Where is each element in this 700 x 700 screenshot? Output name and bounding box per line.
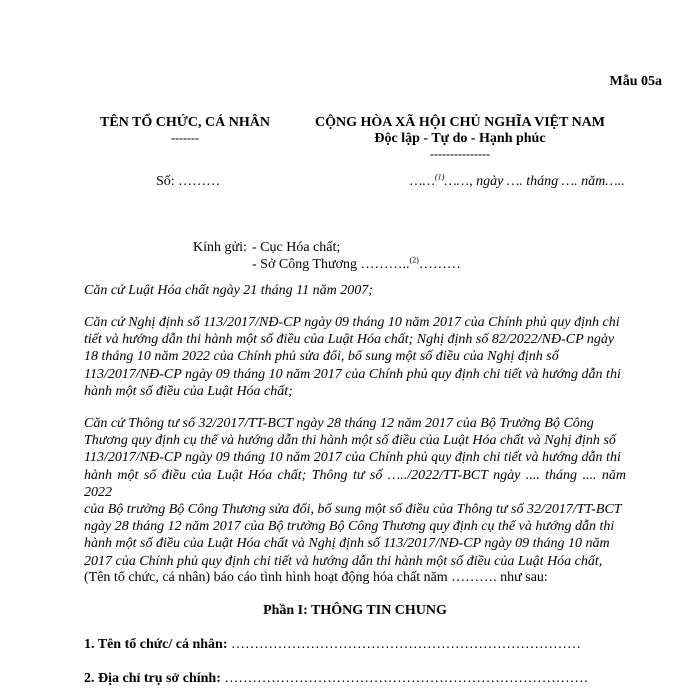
basis-circular-line: 113/2017/NĐ-CP ngày 09 tháng 10 năm 2017 của Chính phủ quy định chi tiết và hướng dẫn thi <box>84 450 621 466</box>
place-date <box>410 174 625 190</box>
basis-circular <box>84 415 626 570</box>
basis-decree-line: 113/2017/NĐ-CP ngày 09 tháng 10 năm 2017 của Chính phủ quy định chi tiết và hướng dẫn thi <box>84 366 621 382</box>
place-date-post: ……, ngày …. tháng …. năm….. <box>444 174 625 189</box>
basis-circular-line: Thương quy định cụ thể và hướng dẫn thi hành một số điều của Luật Hóa chất và Nghị định số <box>84 433 616 449</box>
field-org-name[interactable] <box>84 637 581 653</box>
recipient-2 <box>252 257 461 273</box>
field-org-name-label: 1. Tên tổ chức/ cá nhân: <box>84 637 228 652</box>
basis-circular-line: hành một số điều của Luật Hóa chất; Thông tư số …../2022/TT-BCT ngày .... tháng .... năm 2022 <box>84 467 626 500</box>
field-address-dots: …………………………………………………………………… <box>224 671 589 686</box>
org-dash: ------- <box>171 131 199 145</box>
place-date-note: (1) <box>434 172 445 182</box>
basis-circular-line: 2017 của Chính phủ quy định chi tiết và hướng dẫn thi hành một số điều của Luật Hóa chất, <box>84 553 603 569</box>
org-header <box>80 115 290 145</box>
nation-header <box>300 115 620 161</box>
field-address-label: 2. Địa chỉ trụ sở chính: <box>84 671 221 686</box>
report-intro: (Tên tổ chức, cá nhân) báo cáo tình hình hoạt động hóa chất năm ………. như sau: <box>84 570 548 585</box>
recipient-2-note: (2) <box>409 255 419 265</box>
recipient-1: - Cục Hóa chất; <box>252 240 341 255</box>
place-date-pre: …… <box>410 174 435 189</box>
basis-decree-line: hành một số điều của Luật Hóa chất; <box>84 383 293 399</box>
recipients-label: Kính gửi: <box>193 240 247 255</box>
recipient-2-post: ……… <box>418 257 461 272</box>
field-address[interactable] <box>84 671 588 687</box>
recipient-2-pre: - Sở Công Thương ……….. <box>252 257 410 272</box>
nation-dash: --------------- <box>430 147 490 161</box>
nation-title: CỘNG HÒA XÃ HỘI CHỦ NGHĨA VIỆT NAM <box>314 115 605 130</box>
section-title: Phần I: THÔNG TIN CHUNG <box>263 603 447 618</box>
basis-circular-line: ngày 28 tháng 12 năm 2017 của Bộ trưởng Bộ Công Thương quy định cụ thể và hướng dẫn thi <box>84 519 615 535</box>
basis-decree-line: 18 tháng 10 năm 2022 của Chính phủ sửa đổi, bổ sung một số điều của Nghị định số <box>84 349 559 365</box>
field-org-name-dots: ………………………………………………………………… <box>231 637 581 652</box>
nation-motto: Độc lập - Tự do - Hạnh phúc <box>374 131 546 146</box>
document-number: Số: ……… <box>156 174 221 189</box>
basis-circular-line: Căn cứ Thông tư số 32/2017/TT-BCT ngày 28 tháng 12 năm 2017 của Bộ Trưởng Bộ Công <box>84 416 594 431</box>
basis-decree-line: Căn cứ Nghị định số 113/2017/NĐ-CP ngày 09 tháng 10 năm 2017 của Chính phủ quy định chi <box>84 315 620 330</box>
org-title: TÊN TỔ CHỨC, CÁ NHÂN <box>100 115 270 130</box>
basis-circular-line: của Bộ trưởng Bộ Công Thương sửa đổi, bổ sung một số điều của Thông tư số 32/2017/TT-BCT <box>84 502 622 518</box>
basis-circular-line: hành một số điều của Luật Hóa chất và Nghị định số 113/2017/NĐ-CP ngày 09 tháng 10 năm <box>84 536 610 552</box>
form-code: Mẫu 05a <box>609 74 662 89</box>
basis-law: Căn cứ Luật Hóa chất ngày 21 tháng 11 năm 2007; <box>84 283 373 298</box>
basis-decree-line: tiết và hướng dẫn thi hành một số điều của Luật Hóa chất; Nghị định số 82/2022/NĐ-CP ngày <box>84 332 615 348</box>
basis-decree <box>84 314 626 400</box>
